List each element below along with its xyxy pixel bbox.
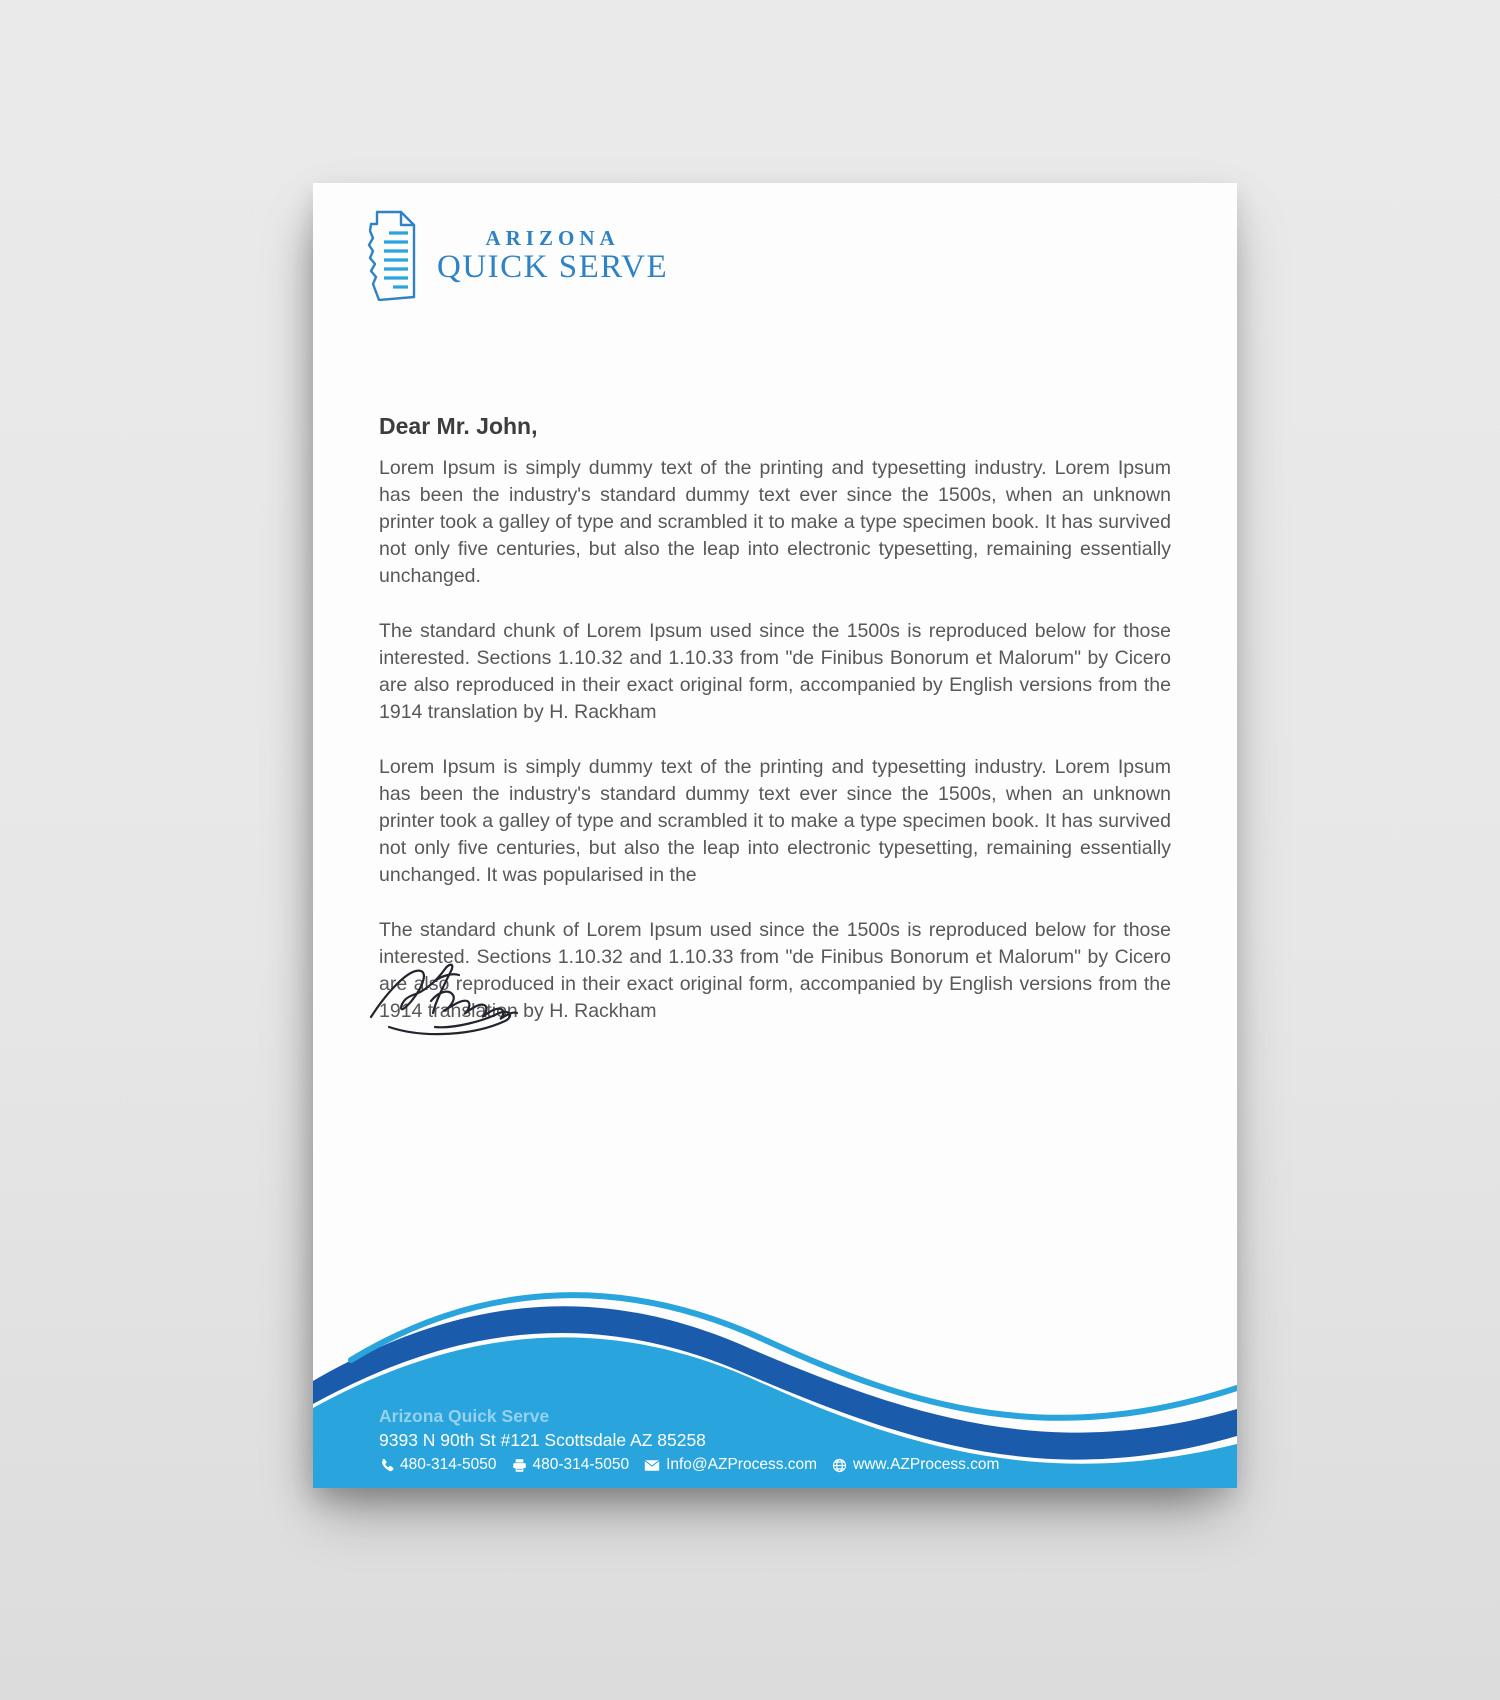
website-contact (832, 1456, 999, 1474)
logo-word-arizona: ARIZONA (485, 226, 620, 250)
paragraph-1: Lorem Ipsum is simply dummy text of the printing and typesetting industry. Lorem Ipsum has been the industry's standard dummy text ever since the 1500s, when an unknown printer took a galley of type and scrambled it to make a type specimen book. It has survived not only five centuries, but also the leap into electronic typesetting, remaining essentially unchanged. (379, 457, 1171, 587)
globe-icon (832, 1458, 847, 1473)
footer-company-name: Arizona Quick Serve (379, 1406, 550, 1426)
email-icon (644, 1459, 660, 1472)
phone-value: 480-314-5050 (400, 1456, 497, 1473)
fax-icon (512, 1458, 527, 1473)
signature (363, 953, 543, 1053)
company-logo (355, 209, 668, 301)
arizona-state-document-icon (355, 209, 423, 301)
logo-word-quick-serve: QUICK SERVE (437, 249, 669, 285)
footer-contacts (379, 1456, 1014, 1474)
footer-info (379, 1405, 1014, 1474)
paragraph-4: The standard chunk of Lorem Ipsum used since the 1500s is reproduced below for those interested. Sections 1.10.32 and 1.10.33 from "de Finibus Bonorum et Malorum" by Cicero are also reproduced in their exact original form, accompanied by English versions from the 1914 translation by H. Rackham (379, 919, 1171, 1022)
email-contact (644, 1456, 817, 1474)
website-value: www.AZProcess.com (853, 1456, 1000, 1473)
company-logo-text (437, 226, 668, 284)
fax-value: 480-314-5050 (532, 1456, 630, 1473)
phone-icon (379, 1458, 394, 1473)
paragraph-2: The standard chunk of Lorem Ipsum used since the 1500s is reproduced below for those interested. Sections 1.10.32 and 1.10.33 from "de Finibus Bonorum et Malorum" by Cicero are also reproduced in their exact original form, accompanied by English versions from the 1914 translation by H. Rackham (379, 620, 1171, 723)
letterhead-paper (313, 183, 1237, 1488)
email-value: Info@AZProcess.com (666, 1456, 818, 1473)
footer-address: 9393 N 90th St #121 Scottsdale AZ 85258 (379, 1430, 706, 1450)
phone-contact (379, 1456, 497, 1474)
fax-contact (512, 1456, 630, 1474)
paragraph-3: Lorem Ipsum is simply dummy text of the printing and typesetting industry. Lorem Ipsum has been the industry's standard dummy text ever since the 1500s, when an unknown printer took a galley of type and scrambled it to make a type specimen book. It has survived not only five centuries, but also the leap into electronic typesetting, remaining essentially unchanged. It was popularised in the (379, 756, 1171, 886)
salutation: Dear Mr. John, (379, 413, 538, 439)
